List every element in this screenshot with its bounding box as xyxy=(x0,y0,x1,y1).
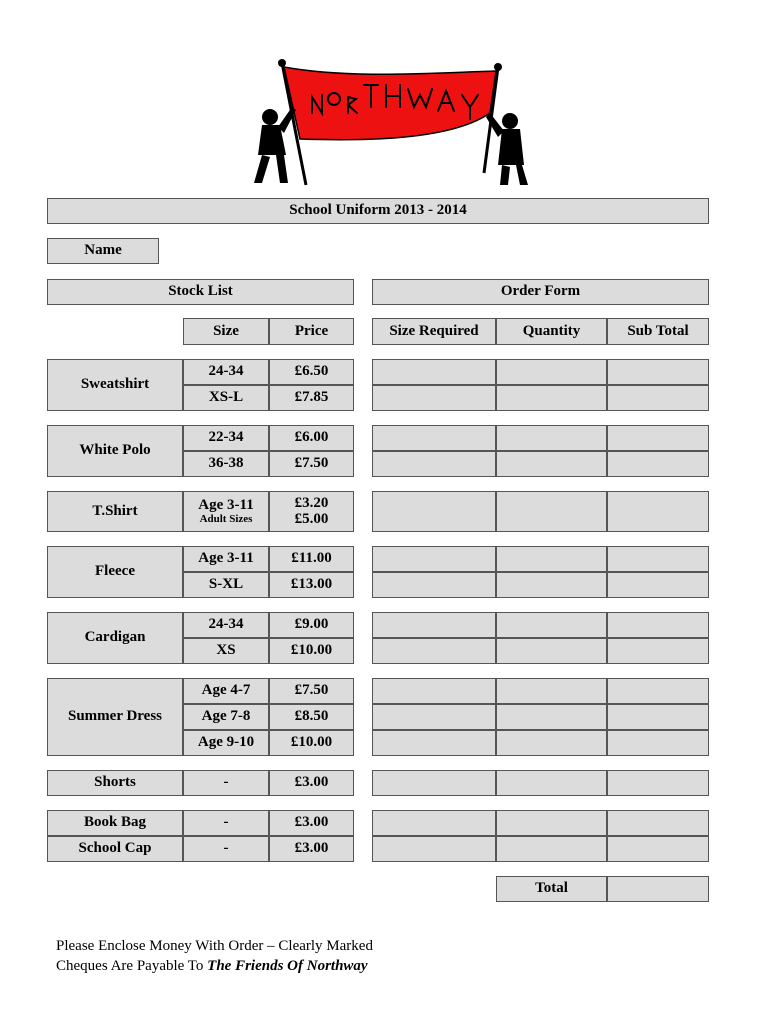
order-quantity-input[interactable] xyxy=(496,678,607,704)
order-size-input[interactable] xyxy=(372,810,496,836)
item-name-book-bag: Book Bag xyxy=(47,810,183,836)
item-price-secondary: £5.00 xyxy=(294,510,329,527)
item-price: £10.00 xyxy=(269,638,354,664)
order-quantity-input[interactable] xyxy=(496,385,607,411)
item-price: £8.50 xyxy=(269,704,354,730)
order-size-input[interactable] xyxy=(372,770,496,796)
item-price: £6.50 xyxy=(269,359,354,385)
order-quantity-input[interactable] xyxy=(496,730,607,756)
northway-banner-icon xyxy=(240,55,530,190)
order-subtotal-input[interactable] xyxy=(607,810,709,836)
order-size-input[interactable] xyxy=(372,730,496,756)
item-size: 24-34 xyxy=(183,359,269,385)
item-name-cardigan: Cardigan xyxy=(47,612,183,664)
item-price-stack xyxy=(269,491,354,532)
order-quantity-input[interactable] xyxy=(496,359,607,385)
order-subtotal-input[interactable] xyxy=(607,425,709,451)
order-subtotal-input[interactable] xyxy=(607,704,709,730)
order-subtotal-input[interactable] xyxy=(607,638,709,664)
item-price: £11.00 xyxy=(269,546,354,572)
item-size: - xyxy=(183,836,269,862)
col-sub-total-header: Sub Total xyxy=(607,318,709,345)
item-size: 36-38 xyxy=(183,451,269,477)
item-name-shorts: Shorts xyxy=(47,770,183,796)
order-quantity-input[interactable] xyxy=(496,638,607,664)
order-quantity-input[interactable] xyxy=(496,704,607,730)
item-price: £9.00 xyxy=(269,612,354,638)
payee-name: The Friends Of Northway xyxy=(207,958,368,974)
order-subtotal-input[interactable] xyxy=(607,491,709,532)
item-price: £13.00 xyxy=(269,572,354,598)
northway-banner-logo xyxy=(240,55,530,190)
order-size-input[interactable] xyxy=(372,678,496,704)
item-name-summer-dress: Summer Dress xyxy=(47,678,183,756)
total-label: Total xyxy=(496,876,607,902)
item-name-fleece: Fleece xyxy=(47,546,183,598)
item-size: Age 9-10 xyxy=(183,730,269,756)
item-name-tshirt: T.Shirt xyxy=(47,491,183,532)
order-size-input[interactable] xyxy=(372,451,496,477)
item-size: Age 4-7 xyxy=(183,678,269,704)
item-size: Age 7-8 xyxy=(183,704,269,730)
order-quantity-input[interactable] xyxy=(496,612,607,638)
item-price: £7.50 xyxy=(269,678,354,704)
order-quantity-input[interactable] xyxy=(496,451,607,477)
order-size-input[interactable] xyxy=(372,359,496,385)
item-size: XS-L xyxy=(183,385,269,411)
order-subtotal-input[interactable] xyxy=(607,572,709,598)
order-size-input[interactable] xyxy=(372,572,496,598)
order-size-input[interactable] xyxy=(372,638,496,664)
order-form-heading: Order Form xyxy=(372,279,709,305)
form-title: School Uniform 2013 - 2014 xyxy=(47,198,709,224)
order-quantity-input[interactable] xyxy=(496,546,607,572)
footer-line-2 xyxy=(56,956,373,976)
item-size: - xyxy=(183,770,269,796)
item-price: £3.00 xyxy=(269,836,354,862)
col-size-required-header: Size Required xyxy=(372,318,496,345)
order-subtotal-input[interactable] xyxy=(607,836,709,862)
item-size: S-XL xyxy=(183,572,269,598)
order-size-input[interactable] xyxy=(372,612,496,638)
item-name-white-polo: White Polo xyxy=(47,425,183,477)
item-name-school-cap: School Cap xyxy=(47,836,183,862)
order-size-input[interactable] xyxy=(372,836,496,862)
name-label: Name xyxy=(47,238,159,264)
order-subtotal-input[interactable] xyxy=(607,546,709,572)
item-price: £7.85 xyxy=(269,385,354,411)
order-quantity-input[interactable] xyxy=(496,770,607,796)
col-quantity-header: Quantity xyxy=(496,318,607,345)
item-price: £10.00 xyxy=(269,730,354,756)
order-size-input[interactable] xyxy=(372,425,496,451)
order-quantity-input[interactable] xyxy=(496,491,607,532)
order-subtotal-input[interactable] xyxy=(607,359,709,385)
item-size: XS xyxy=(183,638,269,664)
item-size: Age 3-11 xyxy=(183,546,269,572)
footer-line-1: Please Enclose Money With Order – Clearly Marked xyxy=(56,938,373,954)
item-size-secondary: Adult Sizes xyxy=(199,512,253,525)
item-size: 22-34 xyxy=(183,425,269,451)
item-price: £7.50 xyxy=(269,451,354,477)
order-size-input[interactable] xyxy=(372,704,496,730)
order-size-input[interactable] xyxy=(372,385,496,411)
item-price: £6.00 xyxy=(269,425,354,451)
order-size-input[interactable] xyxy=(372,491,496,532)
item-size: - xyxy=(183,810,269,836)
order-subtotal-input[interactable] xyxy=(607,612,709,638)
item-price: £3.00 xyxy=(269,810,354,836)
stock-list-heading: Stock List xyxy=(47,279,354,305)
order-subtotal-input[interactable] xyxy=(607,451,709,477)
order-subtotal-input[interactable] xyxy=(607,678,709,704)
col-price-header: Price xyxy=(269,318,354,345)
item-name-sweatshirt: Sweatshirt xyxy=(47,359,183,411)
order-quantity-input[interactable] xyxy=(496,572,607,598)
footer-line-2-prefix: Cheques Are Payable To xyxy=(56,958,208,974)
order-quantity-input[interactable] xyxy=(496,425,607,451)
item-size: Age 3-11 xyxy=(198,496,254,513)
item-price: £3.00 xyxy=(269,770,354,796)
order-size-input[interactable] xyxy=(372,546,496,572)
order-subtotal-input[interactable] xyxy=(607,385,709,411)
item-size: 24-34 xyxy=(183,612,269,638)
order-quantity-input[interactable] xyxy=(496,810,607,836)
order-quantity-input[interactable] xyxy=(496,836,607,862)
order-subtotal-input[interactable] xyxy=(607,770,709,796)
total-input[interactable] xyxy=(607,876,709,902)
item-price: £3.20 xyxy=(294,494,329,511)
col-size-header: Size xyxy=(183,318,269,345)
payment-instructions xyxy=(56,936,373,976)
order-subtotal-input[interactable] xyxy=(607,730,709,756)
item-size-stack xyxy=(183,491,269,532)
